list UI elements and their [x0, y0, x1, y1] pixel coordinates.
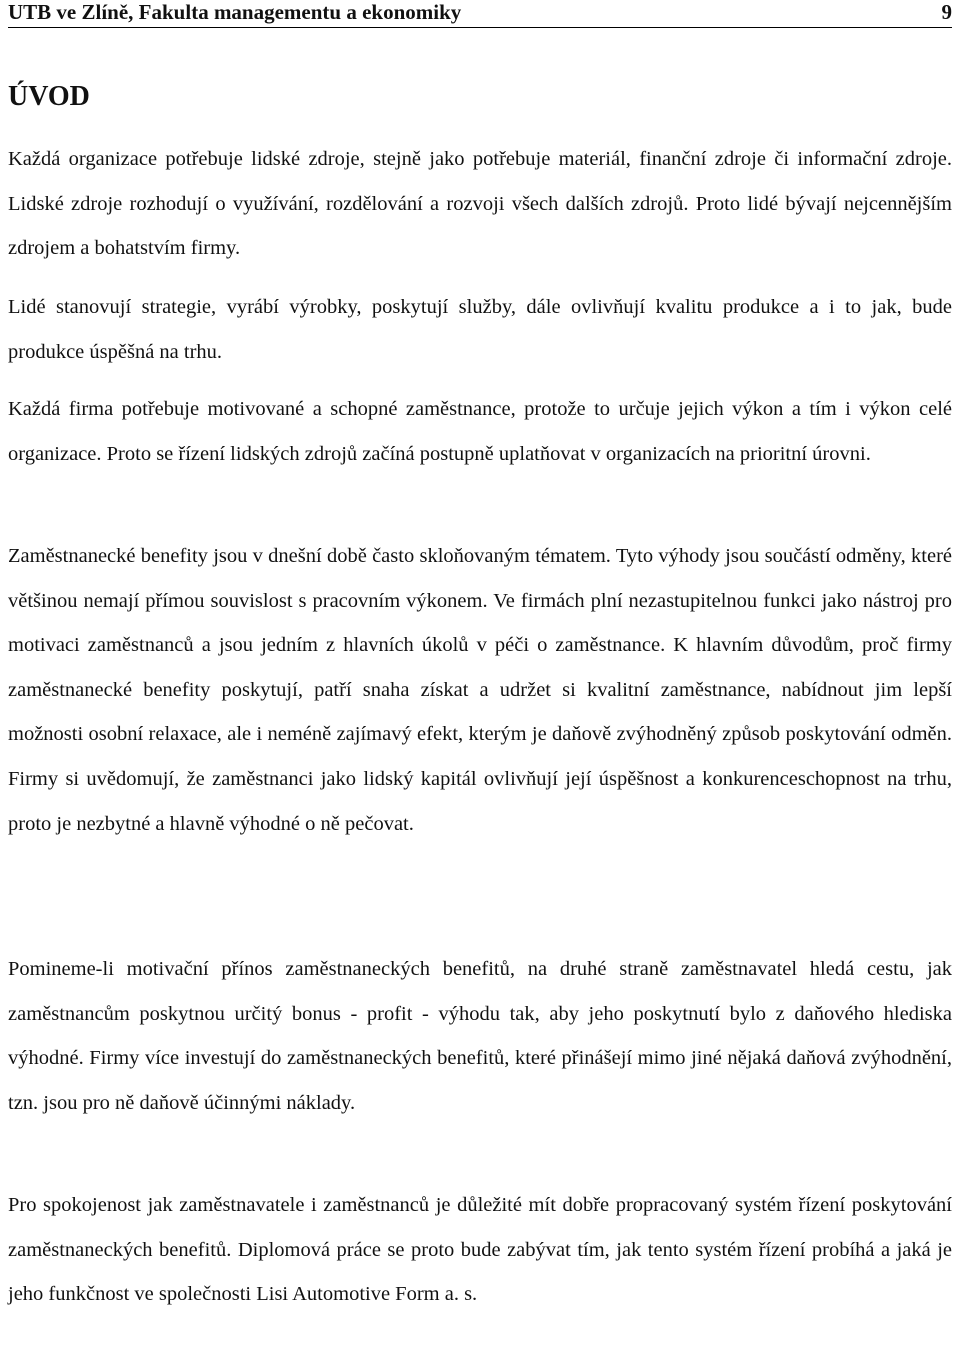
- paragraph-intro: Každá organizace potřebuje lidské zdroje, stejně jako potřebuje materiál, finanční zdroje či informační zdroje. Lidské zdroje rozhodují o využívání, rozdělování a rozvoji všech dalších zdrojů. Proto lidé bývají nejcennějším zdrojem a bohatstvím firmy.: [8, 148, 952, 260]
- header-divider: [8, 27, 952, 28]
- paragraph-tax: Pomineme-li motivační přínos zaměstnaneckých benefitů, na druhé straně zaměstnavatel hledá cestu, jak zaměstnancům poskytnou určitý bonus - profit - výhodu tak, aby jeho poskytnutí bylo z daňového hlediska výhodné. Firmy více investují do zaměstnaneckých benefitů, které přinášejí mimo jiné nějaká daňová zvýhodnění, tzn. jsou pro ně daňově účinnými náklady.: [8, 958, 952, 1114]
- paragraph-thesis-goal: Pro spokojenost jak zaměstnavatele i zaměstnanců je důležité mít dobře propracovaný systém řízení poskytování zaměstnaneckých benefitů. Diplomová práce se proto bude zabývat tím, jak tento systém řízení probíhá a jaká je jeho funkčnost ve společnosti Lisi Automotive Form a. s.: [8, 1194, 952, 1306]
- running-header: [8, 0, 952, 26]
- paragraph-people: Lidé stanovují strategie, vyrábí výrobky, poskytují služby, dále ovlivňují kvalitu produkce a i to jak, bude produkce úspěšná na trhu.: [8, 296, 952, 363]
- header-institution: UTB ve Zlíně, Fakulta managementu a ekonomiky: [8, 0, 462, 24]
- paragraph-motivation: Každá firma potřebuje motivované a schopné zaměstnance, protože to určuje jejich výkon a tím i výkon celé organizace. Proto se řízení lidských zdrojů začíná postupně uplatňovat v organizacích na prioritní úrovni.: [8, 398, 952, 465]
- section-heading: ÚVOD: [8, 81, 90, 112]
- page-number: 9: [941, 0, 952, 24]
- paragraph-benefits: Zaměstnanecké benefity jsou v dnešní době často skloňovaným tématem. Tyto výhody jsou součástí odměny, které většinou nemají přímou souvislost s pracovním výkonem. Ve firmách plní nezastupitelnou funkci jako nástroj pro motivaci zaměstnanců a jsou jedním z hlavních úkolů v péči o zaměstnance. K hlavním důvodům, proč firmy zaměstnanecké benefity poskytují, patří snaha získat a udržet si kvalitní zaměstnance, nabídnout jim lepší možnosti osobní relaxace, ale i neméně zajímavý efekt, kterým je daňově zvýhodněný způsob poskytování odměn. Firmy si uvědomují, že zaměstnanci jako lidský kapitál ovlivňují její úspěšnost a konkurenceschopnost na trhu, proto je nezbytné a hlavně výhodné o ně pečovat.: [8, 545, 952, 835]
